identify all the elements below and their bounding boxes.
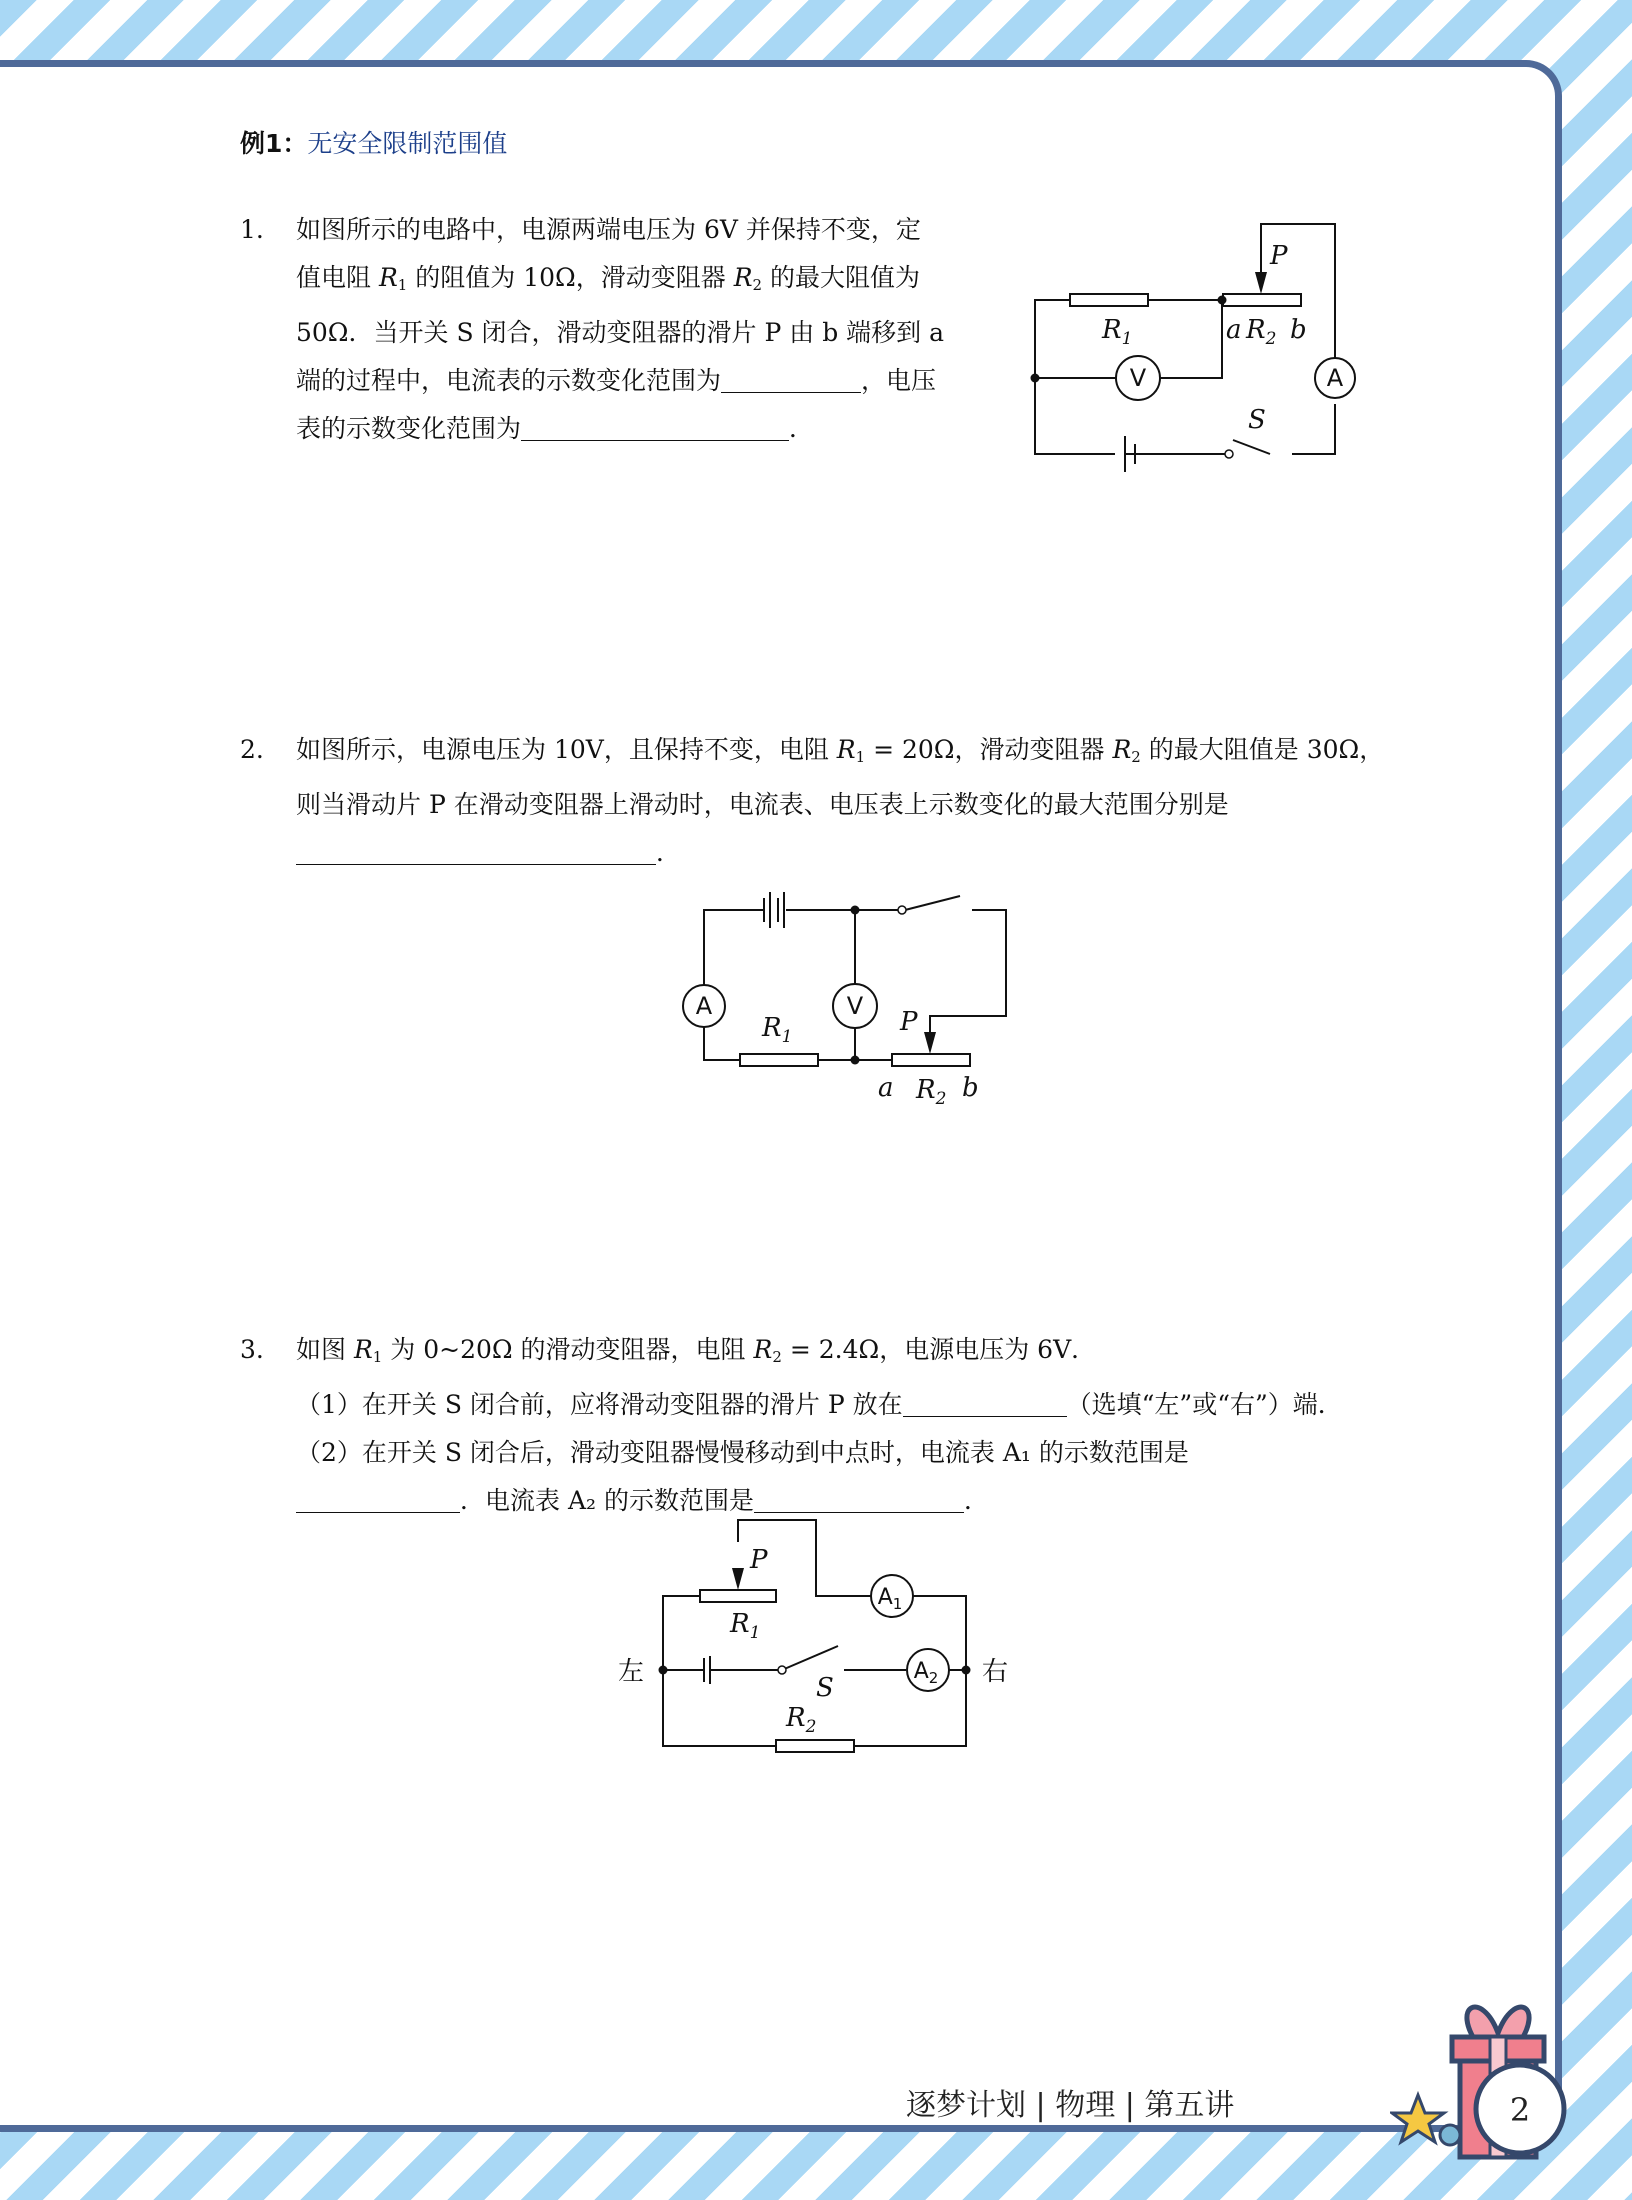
- label-a: a: [1226, 315, 1242, 345]
- question-number: 3.: [240, 1335, 264, 1364]
- label-a: a: [878, 1073, 894, 1103]
- label-p: P: [750, 1545, 768, 1575]
- label-s: S: [816, 1673, 834, 1703]
- answer-blank[interactable]: [521, 414, 789, 441]
- gift-box-icon: [1390, 1985, 1610, 2165]
- question-number: 1.: [240, 215, 264, 244]
- label-right: 右: [982, 1657, 1009, 1687]
- q1-line-2: 值电阻 $R_1$ 的阻值为 10Ω，滑动变阻器 $R_2$ 的最大阻值为: [296, 263, 921, 294]
- q2-line-3: ．: [296, 829, 1420, 877]
- question-number: 2.: [240, 735, 264, 764]
- label-b: b: [1290, 315, 1307, 345]
- label-r1: $R_1$: [762, 1013, 793, 1047]
- heading-title: 无安全限制范围值: [307, 129, 508, 158]
- q1-line-5: 表的示数变化范围为 ．: [296, 414, 815, 443]
- footer: [906, 2080, 1234, 2124]
- q2-line-2: 则当滑动片 P 在滑动变阻器上滑动时，电流表、电压表上示数变化的最大范围分别是: [296, 790, 1229, 819]
- footer-separator: |: [1035, 2088, 1046, 2123]
- footer-subject: 物理: [1055, 2088, 1116, 2123]
- q3-line-4: ．电流表 A₂ 的示数范围是 ．: [296, 1477, 1420, 1525]
- question-3: [240, 1326, 1420, 1525]
- q3-line-2: （1）在开关 S 闭合前，应将滑动变阻器的滑片 P 放在 （选填“左”或“右”）端．: [296, 1390, 1343, 1419]
- page-number: 2: [1509, 2091, 1531, 2129]
- label-r2: $R_2$: [1246, 315, 1277, 349]
- question-2: [240, 726, 1420, 877]
- circuit-diagram-3: [610, 1510, 1030, 1760]
- q2-line-1: 如图所示，电源电压为 10V，且保持不变，电阻 $R_1 = 20\Omega$，滑动变阻器 $R_2$ 的最大阻值是 30Ω，: [296, 735, 1385, 766]
- question-1: [240, 206, 1020, 453]
- ammeter-a2-label: $A_2$: [913, 1659, 939, 1687]
- q3-line-1: 如图 $R_1$ 为 0~20Ω 的滑动变阻器，电阻 $R_2 = 2.4\Omega$，电源电压为 6V．: [296, 1335, 1097, 1366]
- footer-separator: |: [1124, 2088, 1135, 2123]
- answer-blank[interactable]: [721, 366, 861, 393]
- answer-blank[interactable]: [903, 1390, 1067, 1417]
- heading-prefix: 例1：: [240, 129, 308, 158]
- circuit-diagram-1: [1020, 214, 1380, 484]
- label-r2: $R_2$: [916, 1075, 947, 1109]
- label-r1: $R_1$: [730, 1609, 761, 1643]
- label-b: b: [962, 1073, 979, 1103]
- q1-line-3: 50Ω．当开关 S 闭合，滑动变阻器的滑片 P 由 b 端移到 a: [296, 318, 945, 347]
- label-r1: $R_1$: [1102, 315, 1133, 349]
- label-p: P: [1270, 241, 1288, 271]
- section-heading: [240, 124, 507, 160]
- label-left: 左: [618, 1657, 645, 1687]
- label-p: P: [900, 1007, 918, 1037]
- circuit-diagram-2: [676, 880, 1016, 1110]
- footer-lecture: 第五讲: [1144, 2088, 1235, 2123]
- ammeter-label: A: [1326, 364, 1344, 392]
- label-r2: $R_2$: [786, 1703, 817, 1737]
- voltmeter-label: V: [846, 992, 864, 1020]
- footer-program: 逐梦计划: [906, 2088, 1026, 2123]
- answer-blank[interactable]: [296, 838, 656, 865]
- ammeter-label: A: [695, 992, 713, 1020]
- answer-blank[interactable]: [296, 1486, 460, 1513]
- voltmeter-label: V: [1129, 364, 1147, 392]
- answer-blank[interactable]: [754, 1486, 964, 1513]
- q1-line-1: 如图所示的电路中，电源两端电压为 6V 并保持不变，定: [296, 215, 921, 244]
- label-s: S: [1248, 405, 1266, 435]
- q1-line-4: 端的过程中，电流表的示数变化范围为 ，电压: [296, 366, 937, 395]
- ammeter-a1-label: $A_1$: [877, 1585, 903, 1613]
- q3-line-3: （2）在开关 S 闭合后，滑动变阻器慢慢移动到中点时，电流表 A₁ 的示数范围是: [296, 1438, 1189, 1467]
